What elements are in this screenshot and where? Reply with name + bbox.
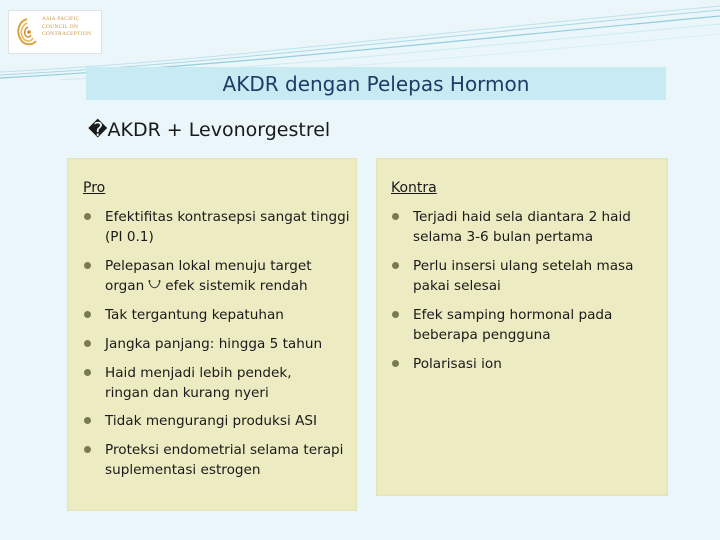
logo-line-2: COUNCIL ON	[42, 23, 79, 30]
kontra-panel	[376, 158, 668, 496]
bullet-dot-icon	[392, 360, 399, 367]
kontra-item-4: Polarisasi ion	[391, 354, 663, 374]
kontra-item-3: Efek samping hormonal pada beberapa pengguna	[391, 305, 641, 345]
pro-item-6: Tidak mengurangi produksi ASI	[83, 411, 355, 431]
kontra-item-1: Terjadi haid sela diantara 2 haid selama 3-6 bulan pertama	[391, 207, 663, 247]
pro-item-4: Jangka panjang: hingga 5 tahun	[83, 334, 355, 354]
bullet-dot-icon	[392, 311, 399, 318]
bullet-dot-icon	[84, 311, 91, 318]
pro-item-2: Pelepasan lokal menuju target organ efek sistemik rendah	[83, 256, 355, 296]
slide-title-bar	[86, 67, 666, 100]
kontra-heading: Kontra	[391, 180, 437, 196]
pro-item-7: Proteksi endometrial selama terapi suplementasi estrogen	[83, 440, 355, 480]
slide-subtitle: �AKDR + Levonorgestrel	[88, 119, 331, 141]
pro-item-5: Haid menjadi lebih pendek, ringan dan kurang nyeri	[83, 363, 337, 403]
logo-line-1: ASIA PACIFIC	[42, 16, 80, 22]
logo-emblem-icon	[12, 16, 42, 48]
pro-heading: Pro	[83, 180, 106, 196]
arrow-right-symbol-icon	[148, 279, 161, 293]
bullet-dot-icon	[84, 262, 91, 269]
bullet-dot-icon	[392, 213, 399, 220]
bullet-dot-icon	[84, 340, 91, 347]
bullet-dot-icon	[84, 417, 91, 424]
pro-panel	[67, 158, 357, 511]
pro-item-1: Efektifitas kontrasepsi sangat tinggi (PI 0.1)	[83, 207, 355, 247]
kontra-item-2: Perlu insersi ulang setelah masa pakai selesai	[391, 256, 663, 296]
bullet-dot-icon	[84, 369, 91, 376]
logo-line-3: CONTRACEPTION	[42, 31, 92, 38]
apcoc-logo	[8, 10, 102, 54]
slide-title: AKDR dengan Pelepas Hormon	[222, 71, 530, 96]
bullet-dot-icon	[84, 446, 91, 453]
bullet-dot-icon	[84, 213, 91, 220]
pro-item-3: Tak tergantung kepatuhan	[83, 305, 355, 325]
bullet-dot-icon	[392, 262, 399, 269]
